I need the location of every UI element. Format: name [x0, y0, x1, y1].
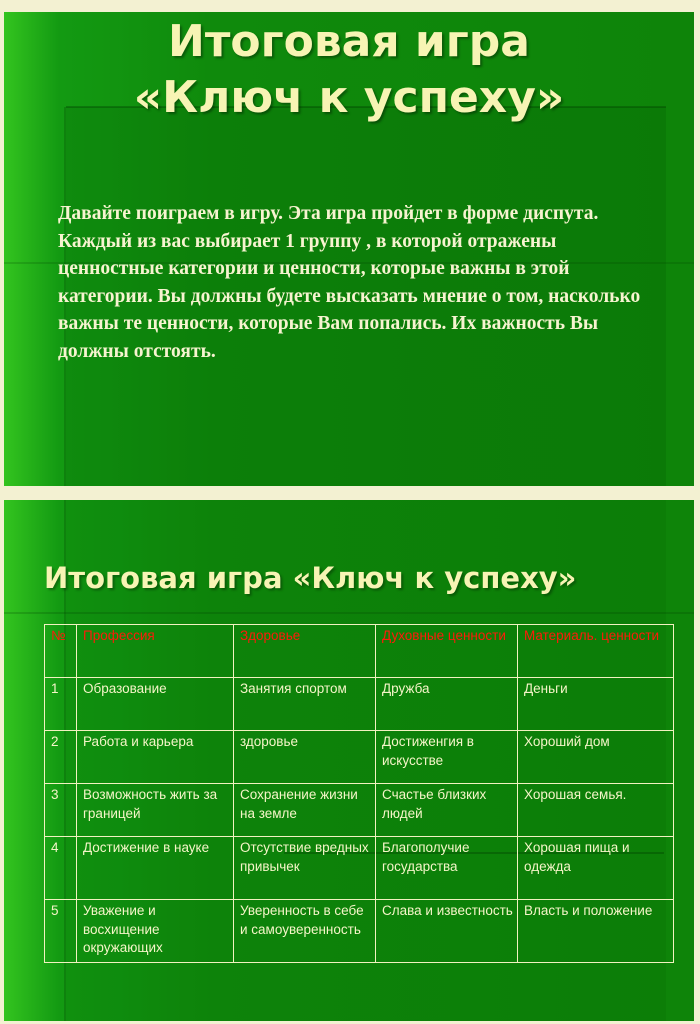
table-cell: Образование	[77, 678, 234, 731]
table-cell: 1	[45, 678, 77, 731]
table-cell: Достиженгия в искусстве	[376, 731, 518, 784]
header-material-values: Материаль. ценности	[518, 625, 674, 678]
header-profession: Профессия	[77, 625, 234, 678]
header-health: Здоровье	[234, 625, 376, 678]
decorative-line	[4, 612, 694, 614]
table-cell: здоровье	[234, 731, 376, 784]
table-cell: Уверенность в себе и самоуверенность	[234, 900, 376, 963]
table-cell: Отсутствие вредных привычек	[234, 837, 376, 900]
table-header-row	[45, 625, 674, 678]
table-cell: Благополучие государства	[376, 837, 518, 900]
slide-1-title	[4, 14, 694, 126]
table-cell: Деньги	[518, 678, 674, 731]
table-row	[45, 900, 674, 963]
slide-1	[4, 12, 694, 486]
title-line-2: «Ключ к успеху»	[133, 72, 565, 123]
header-number: №	[45, 625, 77, 678]
title-line-1: Итоговая игра	[168, 16, 530, 67]
table-cell: Счастье близких людей	[376, 784, 518, 837]
table-cell: Власть и положение	[518, 900, 674, 963]
table-row	[45, 837, 674, 900]
slide-2	[4, 500, 694, 1021]
table-row	[45, 731, 674, 784]
values-table	[44, 624, 674, 963]
header-spiritual-values: Духовные ценности	[376, 625, 518, 678]
table-row	[45, 784, 674, 837]
table-cell: 3	[45, 784, 77, 837]
table-cell: Хорошая семья.	[518, 784, 674, 837]
table-cell: Работа и карьера	[77, 731, 234, 784]
table-cell: Уважение и восхищение окружающих	[77, 900, 234, 963]
table-cell: Сохранение жизни на земле	[234, 784, 376, 837]
table-row	[45, 678, 674, 731]
table-cell: Хороший дом	[518, 731, 674, 784]
table-cell: Достижение в науке	[77, 837, 234, 900]
slide-1-body-text: Давайте поиграем в игру. Эта игра пройдет в форме диспута. Каждый из вас выбирает 1 группу , в которой отражены ценностные категории и ценности, которые важны в этой категории. Вы должны будете высказать мнение о том, насколько важны те ценности, которые Вам попались. Их важность Вы должны отстоять.	[58, 203, 641, 362]
table-cell: Хорошая пища и одежда	[518, 837, 674, 900]
table-cell: Слава и известность	[376, 900, 518, 963]
table-cell: 5	[45, 900, 77, 963]
slide-2-title: Итоговая игра «Ключ к успеху»	[44, 561, 577, 595]
table-cell: 2	[45, 731, 77, 784]
table-cell: Занятия спортом	[234, 678, 376, 731]
table-cell: Дружба	[376, 678, 518, 731]
table-cell: 4	[45, 837, 77, 900]
table-cell: Возможность жить за границей	[77, 784, 234, 837]
